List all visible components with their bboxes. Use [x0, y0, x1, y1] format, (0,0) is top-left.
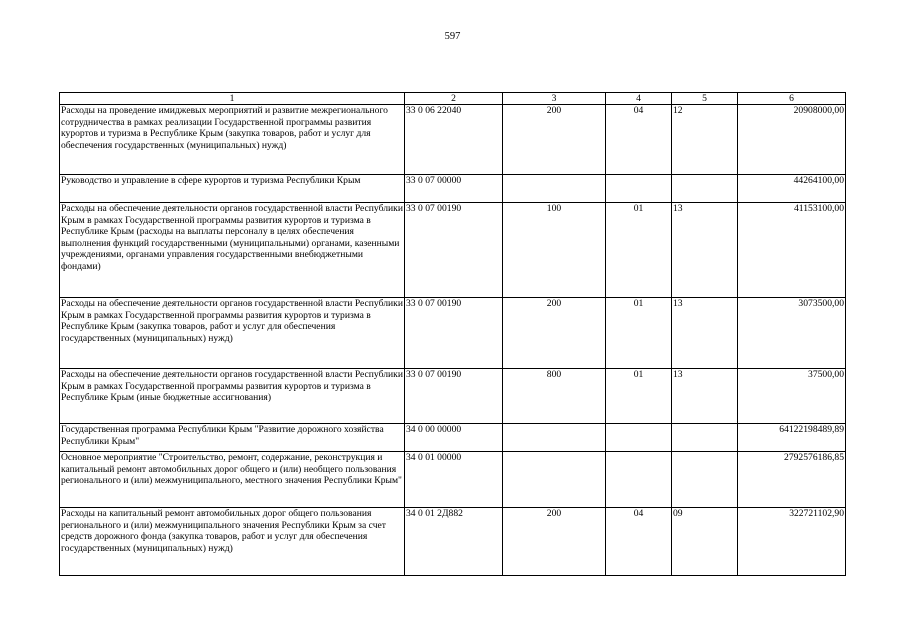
- target-code: 33 0 07 00190: [405, 203, 503, 298]
- section: 04: [606, 508, 672, 576]
- budget-table: [59, 92, 846, 576]
- column-header: 3: [503, 93, 606, 105]
- amount: 44264100,00: [738, 175, 846, 203]
- expense-type: [503, 452, 606, 508]
- table-header-row: [60, 93, 846, 105]
- table-row: [60, 203, 846, 298]
- expense-type: 100: [503, 203, 606, 298]
- table-row: [60, 369, 846, 424]
- expense-type: [503, 175, 606, 203]
- expense-name: Государственная программа Республики Крым "Развитие дорожного хозяйства Республики Крым": [60, 424, 405, 452]
- section: 04: [606, 105, 672, 175]
- subsection: [672, 452, 738, 508]
- subsection: 13: [672, 298, 738, 369]
- column-header: 1: [60, 93, 405, 105]
- expense-type: 200: [503, 508, 606, 576]
- expense-type: 200: [503, 298, 606, 369]
- subsection: 12: [672, 105, 738, 175]
- expense-name: Основное мероприятие "Строительство, ремонт, содержание, реконструкция и капитальный ремонт автомобильных дорог общего и (или) необщего пользования регионального и (или) межмуниципального, местного значения Республики Крым": [60, 452, 405, 508]
- page-number: 597: [444, 31, 461, 42]
- expense-name: Расходы на капитальный ремонт автомобильных дорог общего пользования регионального и (или) межмуниципального значения Республики Крым за счет средств дорожного фонда (закупка товаров, работ и услуг для обеспечения государственных (муниципальных) нужд): [60, 508, 405, 576]
- expense-name: Расходы на обеспечение деятельности органов государственной власти Республики Крым в рамках Государственной программы развития курортов и туризма в Республике Крым (закупка товаров, работ и услуг для обеспечения государственных (муниципальных) нужд): [60, 298, 405, 369]
- target-code: 33 0 07 00000: [405, 175, 503, 203]
- expense-type: 200: [503, 105, 606, 175]
- column-header: 2: [405, 93, 503, 105]
- amount: 322721102,90: [738, 508, 846, 576]
- column-header: 6: [738, 93, 846, 105]
- expense-type: 800: [503, 369, 606, 424]
- table-row: [60, 298, 846, 369]
- expense-name: Расходы на обеспечение деятельности органов государственной власти Республики Крым в рамках Государственной программы развития курортов и туризма в Республике Крым (иные бюджетные ассигнования): [60, 369, 405, 424]
- section: [606, 175, 672, 203]
- subsection: 13: [672, 203, 738, 298]
- table-row: [60, 175, 846, 203]
- target-code: 33 0 06 22040: [405, 105, 503, 175]
- expense-type: [503, 424, 606, 452]
- table-row: [60, 452, 846, 508]
- target-code: 34 0 01 2Д882: [405, 508, 503, 576]
- amount: 20908000,00: [738, 105, 846, 175]
- amount: 64122198489,89: [738, 424, 846, 452]
- expense-name: Расходы на проведение имиджевых мероприятий и развитие межрегионального сотрудничества в рамках реализации Государственной программы развития курортов и туризма в Республике Крым (закупка товаров, работ и услуг для обеспечения государственных (муниципальных) нужд): [60, 105, 405, 175]
- amount: 2792576186,85: [738, 452, 846, 508]
- subsection: [672, 424, 738, 452]
- table-row: [60, 508, 846, 576]
- subsection: [672, 175, 738, 203]
- amount: 41153100,00: [738, 203, 846, 298]
- column-header: 4: [606, 93, 672, 105]
- target-code: 34 0 01 00000: [405, 452, 503, 508]
- section: 01: [606, 369, 672, 424]
- table-row: [60, 424, 846, 452]
- expense-name: Руководство и управление в сфере курортов и туризма Республики Крым: [60, 175, 405, 203]
- target-code: 34 0 00 00000: [405, 424, 503, 452]
- amount: 3073500,00: [738, 298, 846, 369]
- subsection: 13: [672, 369, 738, 424]
- subsection: 09: [672, 508, 738, 576]
- expense-name: Расходы на обеспечение деятельности органов государственной власти Республики Крым в рамках Государственной программы развития курортов и туризма в Республике Крым (расходы на выплаты персоналу в целях обеспечения выполнения функций государственными (муниципальными) органами, казенными учреждениями, органами управления государственными внебюджетными фондами): [60, 203, 405, 298]
- target-code: 33 0 07 00190: [405, 369, 503, 424]
- section: 01: [606, 203, 672, 298]
- section: [606, 452, 672, 508]
- amount: 37500,00: [738, 369, 846, 424]
- target-code: 33 0 07 00190: [405, 298, 503, 369]
- section: [606, 424, 672, 452]
- column-header: 5: [672, 93, 738, 105]
- table-row: [60, 105, 846, 175]
- section: 01: [606, 298, 672, 369]
